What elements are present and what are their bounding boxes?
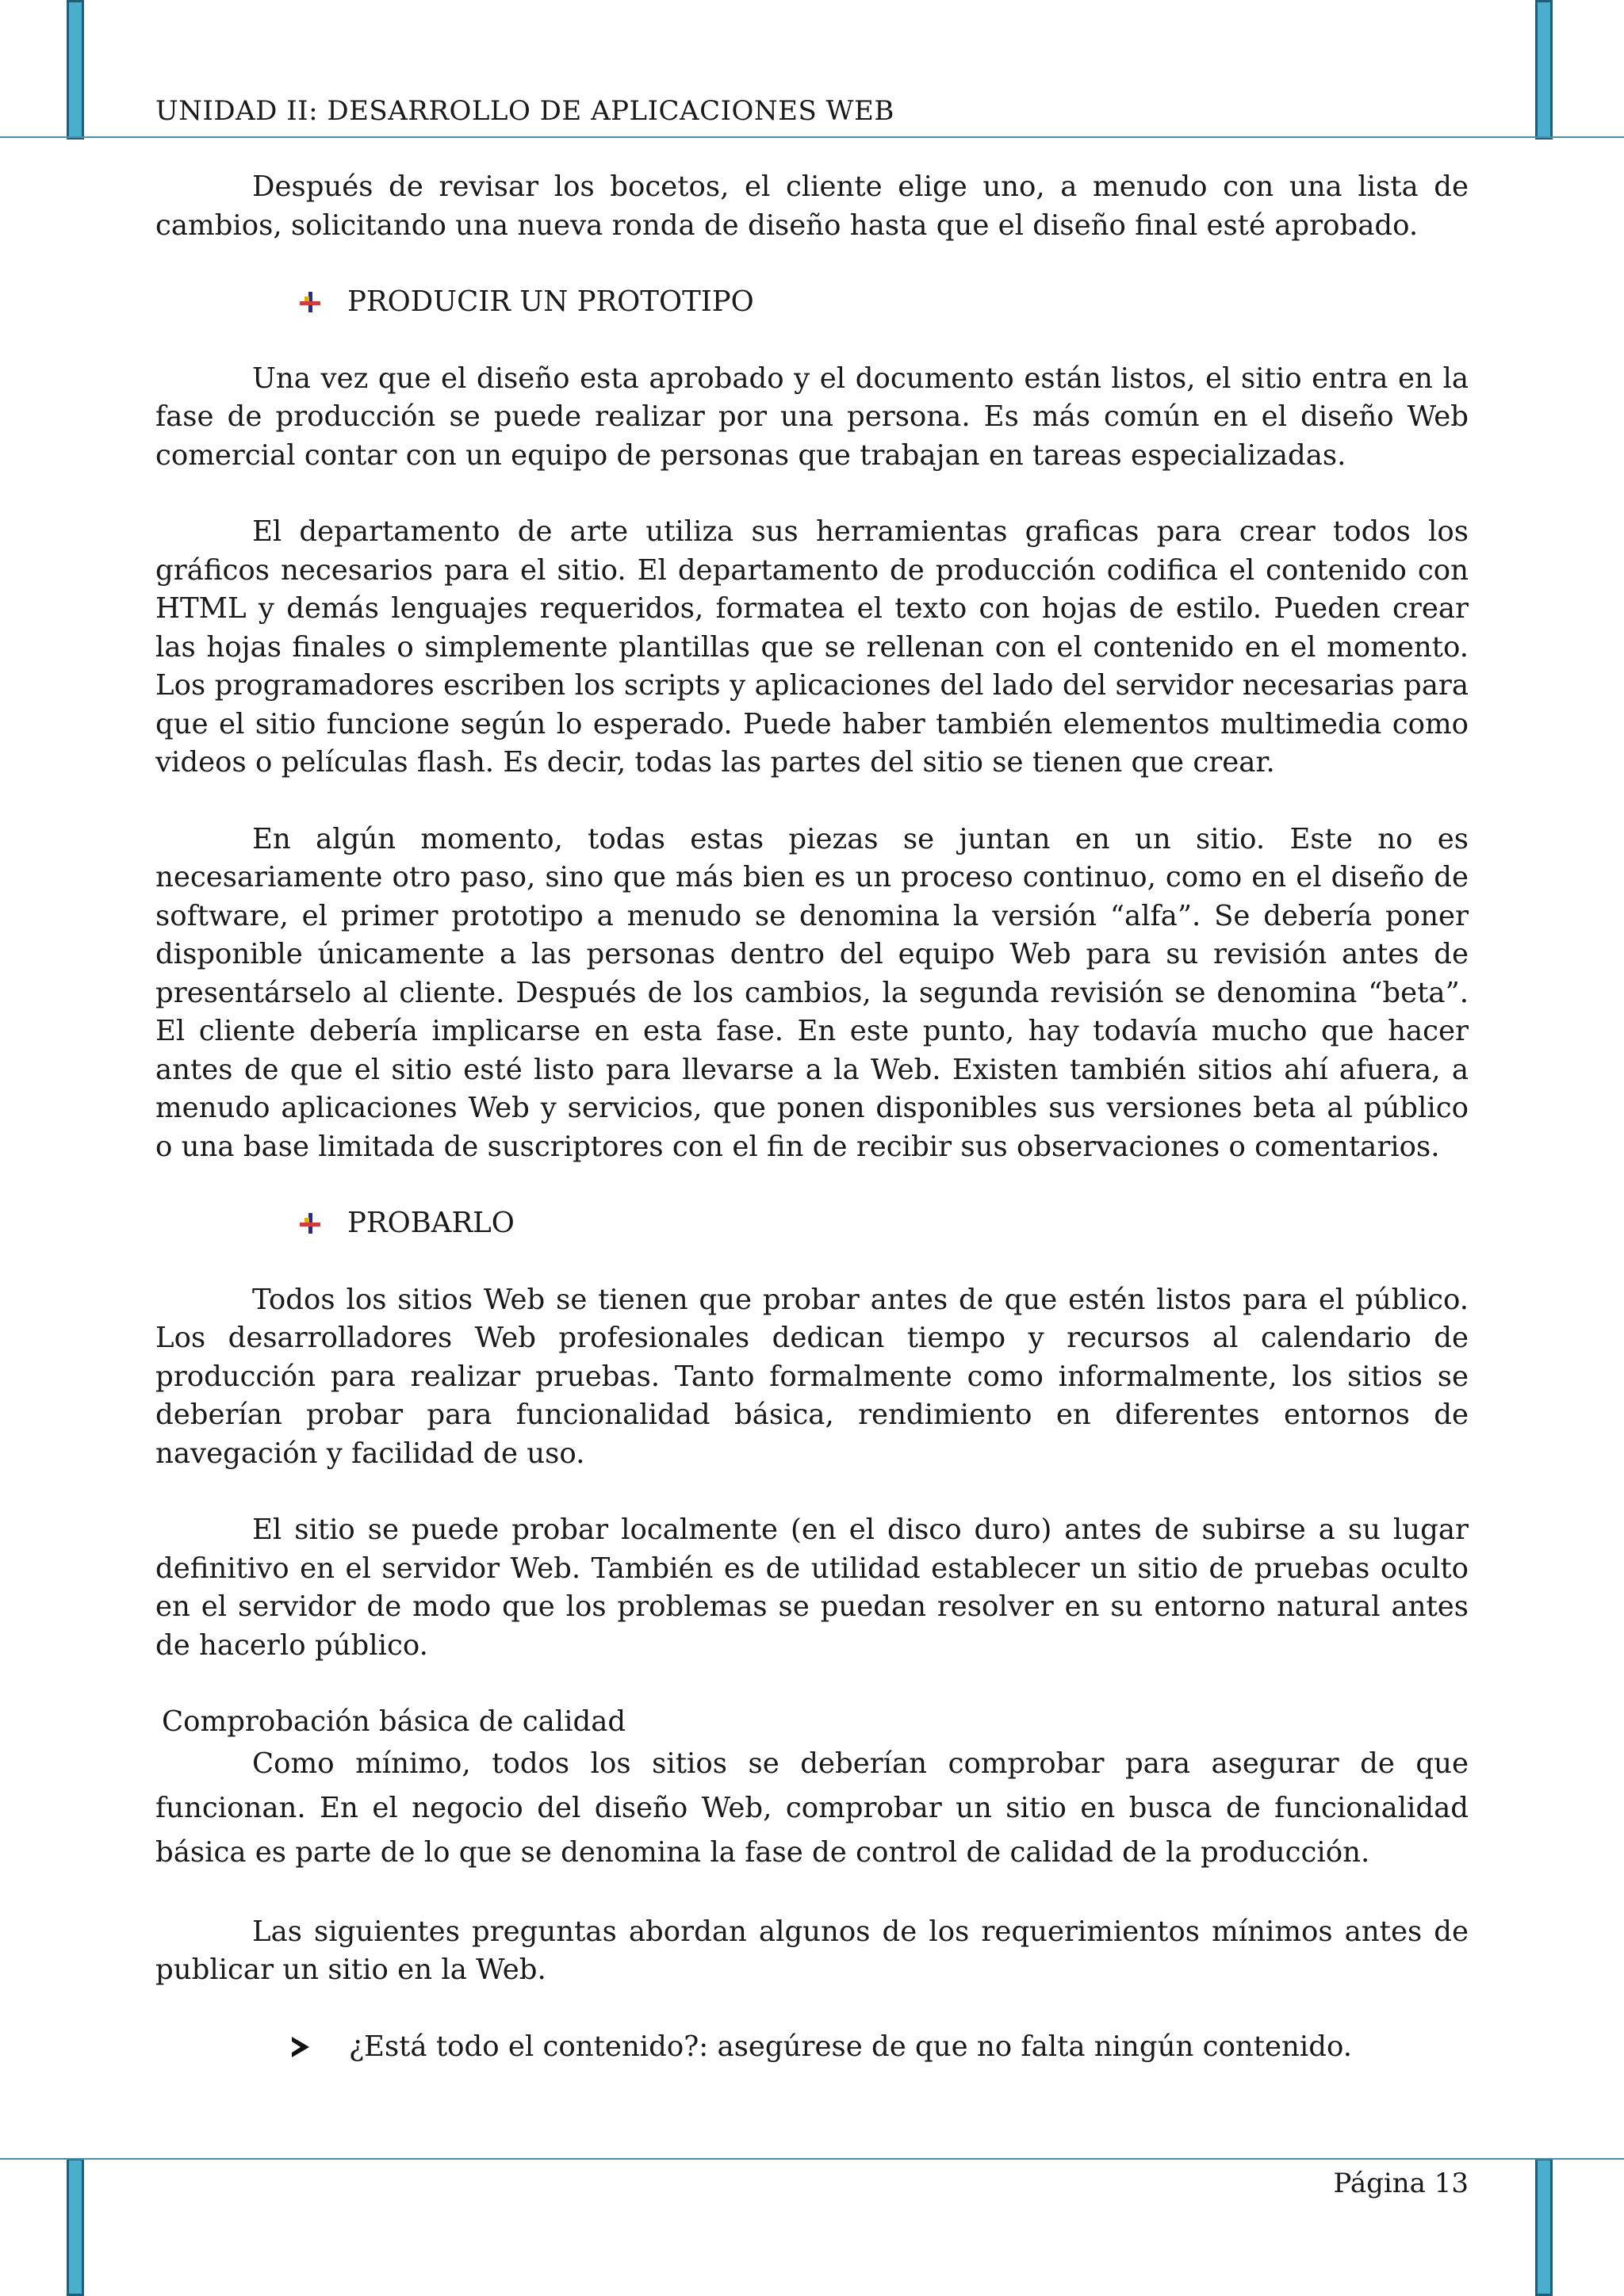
paragraph-departamento-arte: El departamento de arte utiliza sus herramientas graficas para crear todos los gráficos necesarios para el sitio. El departamento de producción codifica el contenido con HTML y demás lenguajes requeridos, formatea el texto con hojas de estilo. Pueden crear las hojas finales o simplemente plantillas que se rellenan con el contenido en el momento. Los programadores escriben los scripts y aplicaciones del lado del servidor necesarias para que el sitio funcione según lo esperado. Puede haber también elementos multimedia como videos o películas flash. Es decir, todas las partes del sitio se tienen que crear. — [155, 515, 1469, 779]
paragraph-bocetos: Después de revisar los bocetos, el cliente elige uno, a menudo con una lista de cambios, solicitando una nueva ronda de diseño hasta que el diseño final esté aprobado. — [155, 170, 1469, 242]
page-number: Página 13 — [1333, 2168, 1469, 2199]
paragraph-produccion: Una vez que el diseño esta aprobado y el documento están listos, el sitio entra en la fase de producción se puede realizar por una persona. Es más común en el diseño Web comercial contar con un equipo de personas que trabajan en tareas especializadas. — [155, 362, 1469, 472]
section-heading-probarlo — [155, 1204, 1469, 1243]
page-header: UNIDAD II: DESARROLLO DE APLICACIONES WEB — [155, 95, 894, 127]
frame-bar-top-right — [1535, 0, 1553, 140]
section-heading-text: PRODUCIR UN PROTOTIPO — [347, 285, 754, 318]
list-item — [155, 2028, 1469, 2067]
section-heading-text: PROBARLO — [347, 1207, 515, 1239]
paragraph-preguntas: Las siguientes preguntas abordan algunos de los requerimientos mínimos antes de publicar un sitio en la Web. — [155, 1915, 1469, 1986]
colored-plus-bullet-icon — [298, 1211, 322, 1235]
frame-bar-bottom-left — [67, 2158, 84, 2296]
footer-rule — [0, 2158, 1624, 2160]
section-heading-prototipo — [155, 283, 1469, 322]
frame-bar-bottom-right — [1535, 2158, 1553, 2296]
colored-plus-bullet-icon — [298, 290, 322, 314]
header-rule — [0, 136, 1624, 138]
paragraph-pruebas: Todos los sitios Web se tienen que probar antes de que estén listos para el público. Los desarrolladores Web profesionales dedican tiempo y recursos al calendario de producción para realizar pruebas. Tanto formalmente como informalmente, los sitios se deberían probar para funcionalidad básica, rendimiento en diferentes entornos de navegación y facilidad de uso. — [155, 1283, 1469, 1470]
paragraph-probar-localmente: El sitio se puede probar localmente (en el disco duro) antes de subirse a su lugar definitivo en el servidor Web. También es de utilidad establecer un sitio de pruebas oculto en el servidor de modo que los problemas se puedan resolver en su entorno natural antes de hacerlo público. — [155, 1513, 1469, 1662]
paragraph-alfa-beta: En algún momento, todas estas piezas se juntan en un sitio. Este no es necesariamente otro paso, sino que más bien es un proceso continuo, como en el diseño de software, el primer prototipo a menudo se denomina la versión “alfa”. Se debería poner disponible únicamente a las personas dentro del equipo Web para su revisión antes de presentárselo al cliente. Después de los cambios, la segunda revisión se denomina “beta”. El cliente debería implicarse en esta fase. En este punto, hay todavía mucho que hacer antes de que el sitio esté listo para llevarse a la Web. Existen también sitios ahí afuera, a menudo aplicaciones Web y servicios, que ponen disponibles sus versiones beta al público o una base limitada de suscriptores con el fin de recibir sus observaciones o comentarios. — [155, 822, 1469, 1163]
document-body — [155, 168, 1469, 2066]
frame-bar-top-left — [67, 0, 84, 140]
arrow-bullet-icon — [292, 2037, 309, 2057]
list-item-text: ¿Está todo el contenido?: asegúrese de que no falta ningún contenido. — [349, 2030, 1352, 2063]
paragraph-control-calidad: Como mínimo, todos los sitios se deberían comprobar para asegurar de que funcionan. En el negocio del diseño Web, comprobar un sitio en busca de funcionalidad básica es parte de lo que se denomina la fase de control de calidad de la producción. — [155, 1747, 1469, 1869]
subheading-calidad: Comprobación básica de calidad — [162, 1705, 626, 1738]
